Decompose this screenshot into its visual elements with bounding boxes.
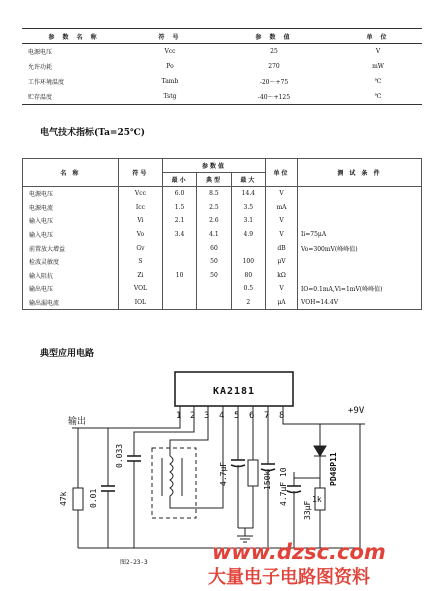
cell-max: 2 bbox=[231, 296, 265, 310]
cell-condition: Vo=300mV(峰峰值) bbox=[297, 241, 421, 255]
cell-unit: V bbox=[266, 228, 298, 242]
cell-symbol: IOL bbox=[118, 296, 162, 310]
cell-min: 3.4 bbox=[162, 228, 196, 242]
cell-max: 100 bbox=[231, 255, 265, 269]
table-row bbox=[23, 282, 422, 296]
electrical-characteristics-table bbox=[22, 158, 422, 310]
absolute-ratings-table bbox=[22, 28, 422, 105]
cell-unit: ℃ bbox=[374, 78, 382, 85]
col-header-name: 名 称 bbox=[23, 159, 119, 187]
cell-typ: 50 bbox=[197, 269, 231, 283]
supply-wire bbox=[283, 420, 365, 424]
cell-max: 3.1 bbox=[231, 214, 265, 228]
cell-symbol: S bbox=[118, 255, 162, 269]
table-row bbox=[23, 255, 422, 269]
table-row bbox=[22, 44, 422, 60]
cell-value: 25 bbox=[270, 48, 278, 55]
cell-name: 检波灵敏度 bbox=[23, 255, 119, 269]
cell-symbol: Zi bbox=[118, 269, 162, 283]
pin-6: 6 bbox=[249, 411, 255, 421]
r3-label: 1k bbox=[312, 495, 322, 504]
cell-unit: V bbox=[266, 282, 298, 296]
pin-5: 5 bbox=[234, 411, 240, 421]
c1-label: 0.033 bbox=[115, 443, 124, 468]
cell-name: 输入阻抗 bbox=[23, 269, 119, 283]
cell-unit: V bbox=[375, 48, 381, 55]
cell-name: 输出漏电流 bbox=[23, 296, 119, 310]
cell-max: 80 bbox=[231, 269, 265, 283]
cell-symbol: Vcc bbox=[164, 48, 176, 55]
cell-typ bbox=[197, 296, 231, 310]
table-row bbox=[23, 296, 422, 310]
cell-condition: Ii=75μA bbox=[297, 228, 421, 242]
resistor-47k bbox=[73, 488, 83, 510]
cell-symbol: Vi bbox=[118, 214, 162, 228]
cell-value: 270 bbox=[268, 63, 280, 70]
cell-name: 输出电压 bbox=[23, 282, 119, 296]
table-row bbox=[23, 241, 422, 255]
cell-min bbox=[162, 241, 196, 255]
sensor-label: PD48P11 bbox=[329, 452, 338, 486]
r1-label: 47k bbox=[59, 491, 68, 506]
section-title-electrical: 电气技术指标(Ta=25℃) bbox=[40, 128, 146, 138]
table-row bbox=[22, 59, 422, 74]
cell-name: 输入电压 bbox=[23, 228, 119, 242]
cell-unit: mA bbox=[266, 201, 298, 215]
cell-symbol: Vo bbox=[118, 228, 162, 242]
c2-label: 0.01 bbox=[89, 488, 98, 508]
cell-min bbox=[162, 296, 196, 310]
resistor-150k bbox=[248, 460, 258, 486]
cell-symbol: Po bbox=[166, 63, 174, 70]
cell-name: 贮存温度 bbox=[22, 89, 126, 105]
sensor-diode-icon bbox=[314, 446, 326, 456]
section-title-circuit: 典型应用电路 bbox=[40, 349, 95, 359]
cell-unit: mW bbox=[372, 63, 384, 70]
cell-min bbox=[162, 282, 196, 296]
col-header-unit: 单 位 bbox=[334, 29, 422, 44]
c3-label: 4.7μF bbox=[219, 461, 228, 486]
cell-name: 允许功耗 bbox=[28, 64, 53, 71]
cell-unit: V bbox=[266, 214, 298, 228]
col-header-max: 最大 bbox=[231, 173, 265, 187]
col-header-conditions: 测 试 条 件 bbox=[297, 159, 421, 187]
pin-4: 4 bbox=[219, 411, 225, 421]
cell-unit: ℃ bbox=[334, 89, 422, 105]
coil-inductor bbox=[170, 456, 173, 496]
cell-name: 电源电压 bbox=[23, 187, 119, 201]
col-header-value: 参 数 值 bbox=[214, 29, 334, 44]
table-row bbox=[23, 201, 422, 215]
c4-label: 4.7μF 10 bbox=[279, 467, 288, 506]
cell-name: 电源电压 bbox=[28, 49, 53, 56]
cell-condition bbox=[297, 187, 421, 201]
cell-condition bbox=[297, 255, 421, 269]
cell-condition bbox=[297, 201, 421, 215]
cell-unit: V bbox=[266, 187, 298, 201]
table-row bbox=[22, 89, 422, 105]
col-header-min: 最小 bbox=[162, 173, 196, 187]
output-wire bbox=[72, 420, 180, 428]
cell-min: 6.0 bbox=[162, 187, 196, 201]
table-header-row bbox=[23, 159, 422, 173]
cell-typ: 4.1 bbox=[197, 228, 231, 242]
table-row bbox=[22, 74, 422, 89]
pin-3: 3 bbox=[204, 411, 210, 421]
cell-name: 工作环境温度 bbox=[28, 79, 65, 86]
cell-max bbox=[231, 241, 265, 255]
cell-typ: 8.5 bbox=[197, 187, 231, 201]
cell-name: 前置放大增益 bbox=[23, 241, 119, 255]
cell-unit: μA bbox=[266, 296, 298, 310]
cell-symbol: Gv bbox=[118, 241, 162, 255]
cell-unit: μV bbox=[266, 255, 298, 269]
cell-typ: 60 bbox=[197, 241, 231, 255]
cell-typ bbox=[197, 282, 231, 296]
col-header-typ: 典型 bbox=[197, 173, 231, 187]
cell-min: 1.5 bbox=[162, 201, 196, 215]
pin-8: 8 bbox=[279, 411, 285, 421]
pin-2: 2 bbox=[190, 411, 196, 421]
cell-max: 14.4 bbox=[231, 187, 265, 201]
cell-unit: dB bbox=[266, 241, 298, 255]
cell-value: -40～+125 bbox=[214, 89, 334, 105]
figure-caption: 图2-23-3 bbox=[120, 559, 148, 566]
col-header-params: 参数值 bbox=[162, 159, 265, 173]
cell-name: 电源电流 bbox=[23, 201, 119, 215]
col-header-name: 参 数 名 称 bbox=[22, 29, 126, 44]
ic-label: KA2181 bbox=[212, 386, 256, 397]
cell-symbol: Tstg bbox=[126, 89, 214, 105]
cell-typ: 50 bbox=[197, 255, 231, 269]
cell-unit: kΩ bbox=[266, 269, 298, 283]
r2-label: 150k bbox=[263, 470, 272, 490]
table-row bbox=[23, 269, 422, 283]
cell-symbol: Tamb bbox=[161, 78, 179, 85]
table-row bbox=[23, 187, 422, 201]
cell-symbol: VOL bbox=[118, 282, 162, 296]
cell-condition bbox=[297, 269, 421, 283]
cell-symbol: Vcc bbox=[118, 187, 162, 201]
cell-condition bbox=[297, 214, 421, 228]
cell-min: 10 bbox=[162, 269, 196, 283]
col-header-symbol: 符 号 bbox=[126, 29, 214, 44]
pin-7: 7 bbox=[264, 411, 270, 421]
cell-typ: 2.6 bbox=[197, 214, 231, 228]
table-header-row bbox=[22, 29, 422, 44]
watermark-text: 大量电子电路图资料 bbox=[208, 567, 370, 588]
cell-max: 4.9 bbox=[231, 228, 265, 242]
watermark-url: www.dzsc.com bbox=[212, 540, 386, 564]
cell-min bbox=[162, 255, 196, 269]
c5-label: 33μF bbox=[303, 500, 312, 520]
cell-symbol: Icc bbox=[118, 201, 162, 215]
col-header-unit: 单位 bbox=[266, 159, 298, 187]
table-row bbox=[23, 228, 422, 242]
cell-min: 2.1 bbox=[162, 214, 196, 228]
cell-max: 0.5 bbox=[231, 282, 265, 296]
cell-value: -20～+75 bbox=[259, 79, 289, 86]
pin-leads bbox=[180, 406, 283, 420]
cell-max: 3.5 bbox=[231, 201, 265, 215]
pin-1: 1 bbox=[176, 411, 182, 421]
supply-label: +9V bbox=[348, 406, 365, 416]
table-row bbox=[23, 214, 422, 228]
col-header-symbol: 符号 bbox=[118, 159, 162, 187]
application-circuit-diagram bbox=[30, 368, 400, 568]
output-label: 输出 bbox=[68, 417, 87, 427]
cell-condition: IO=0.1mA,Vi=1mV(峰峰值) bbox=[297, 282, 421, 296]
cell-condition: VOH=14.4V bbox=[297, 296, 421, 310]
cell-name: 输入电压 bbox=[23, 214, 119, 228]
cell-typ: 2.5 bbox=[197, 201, 231, 215]
